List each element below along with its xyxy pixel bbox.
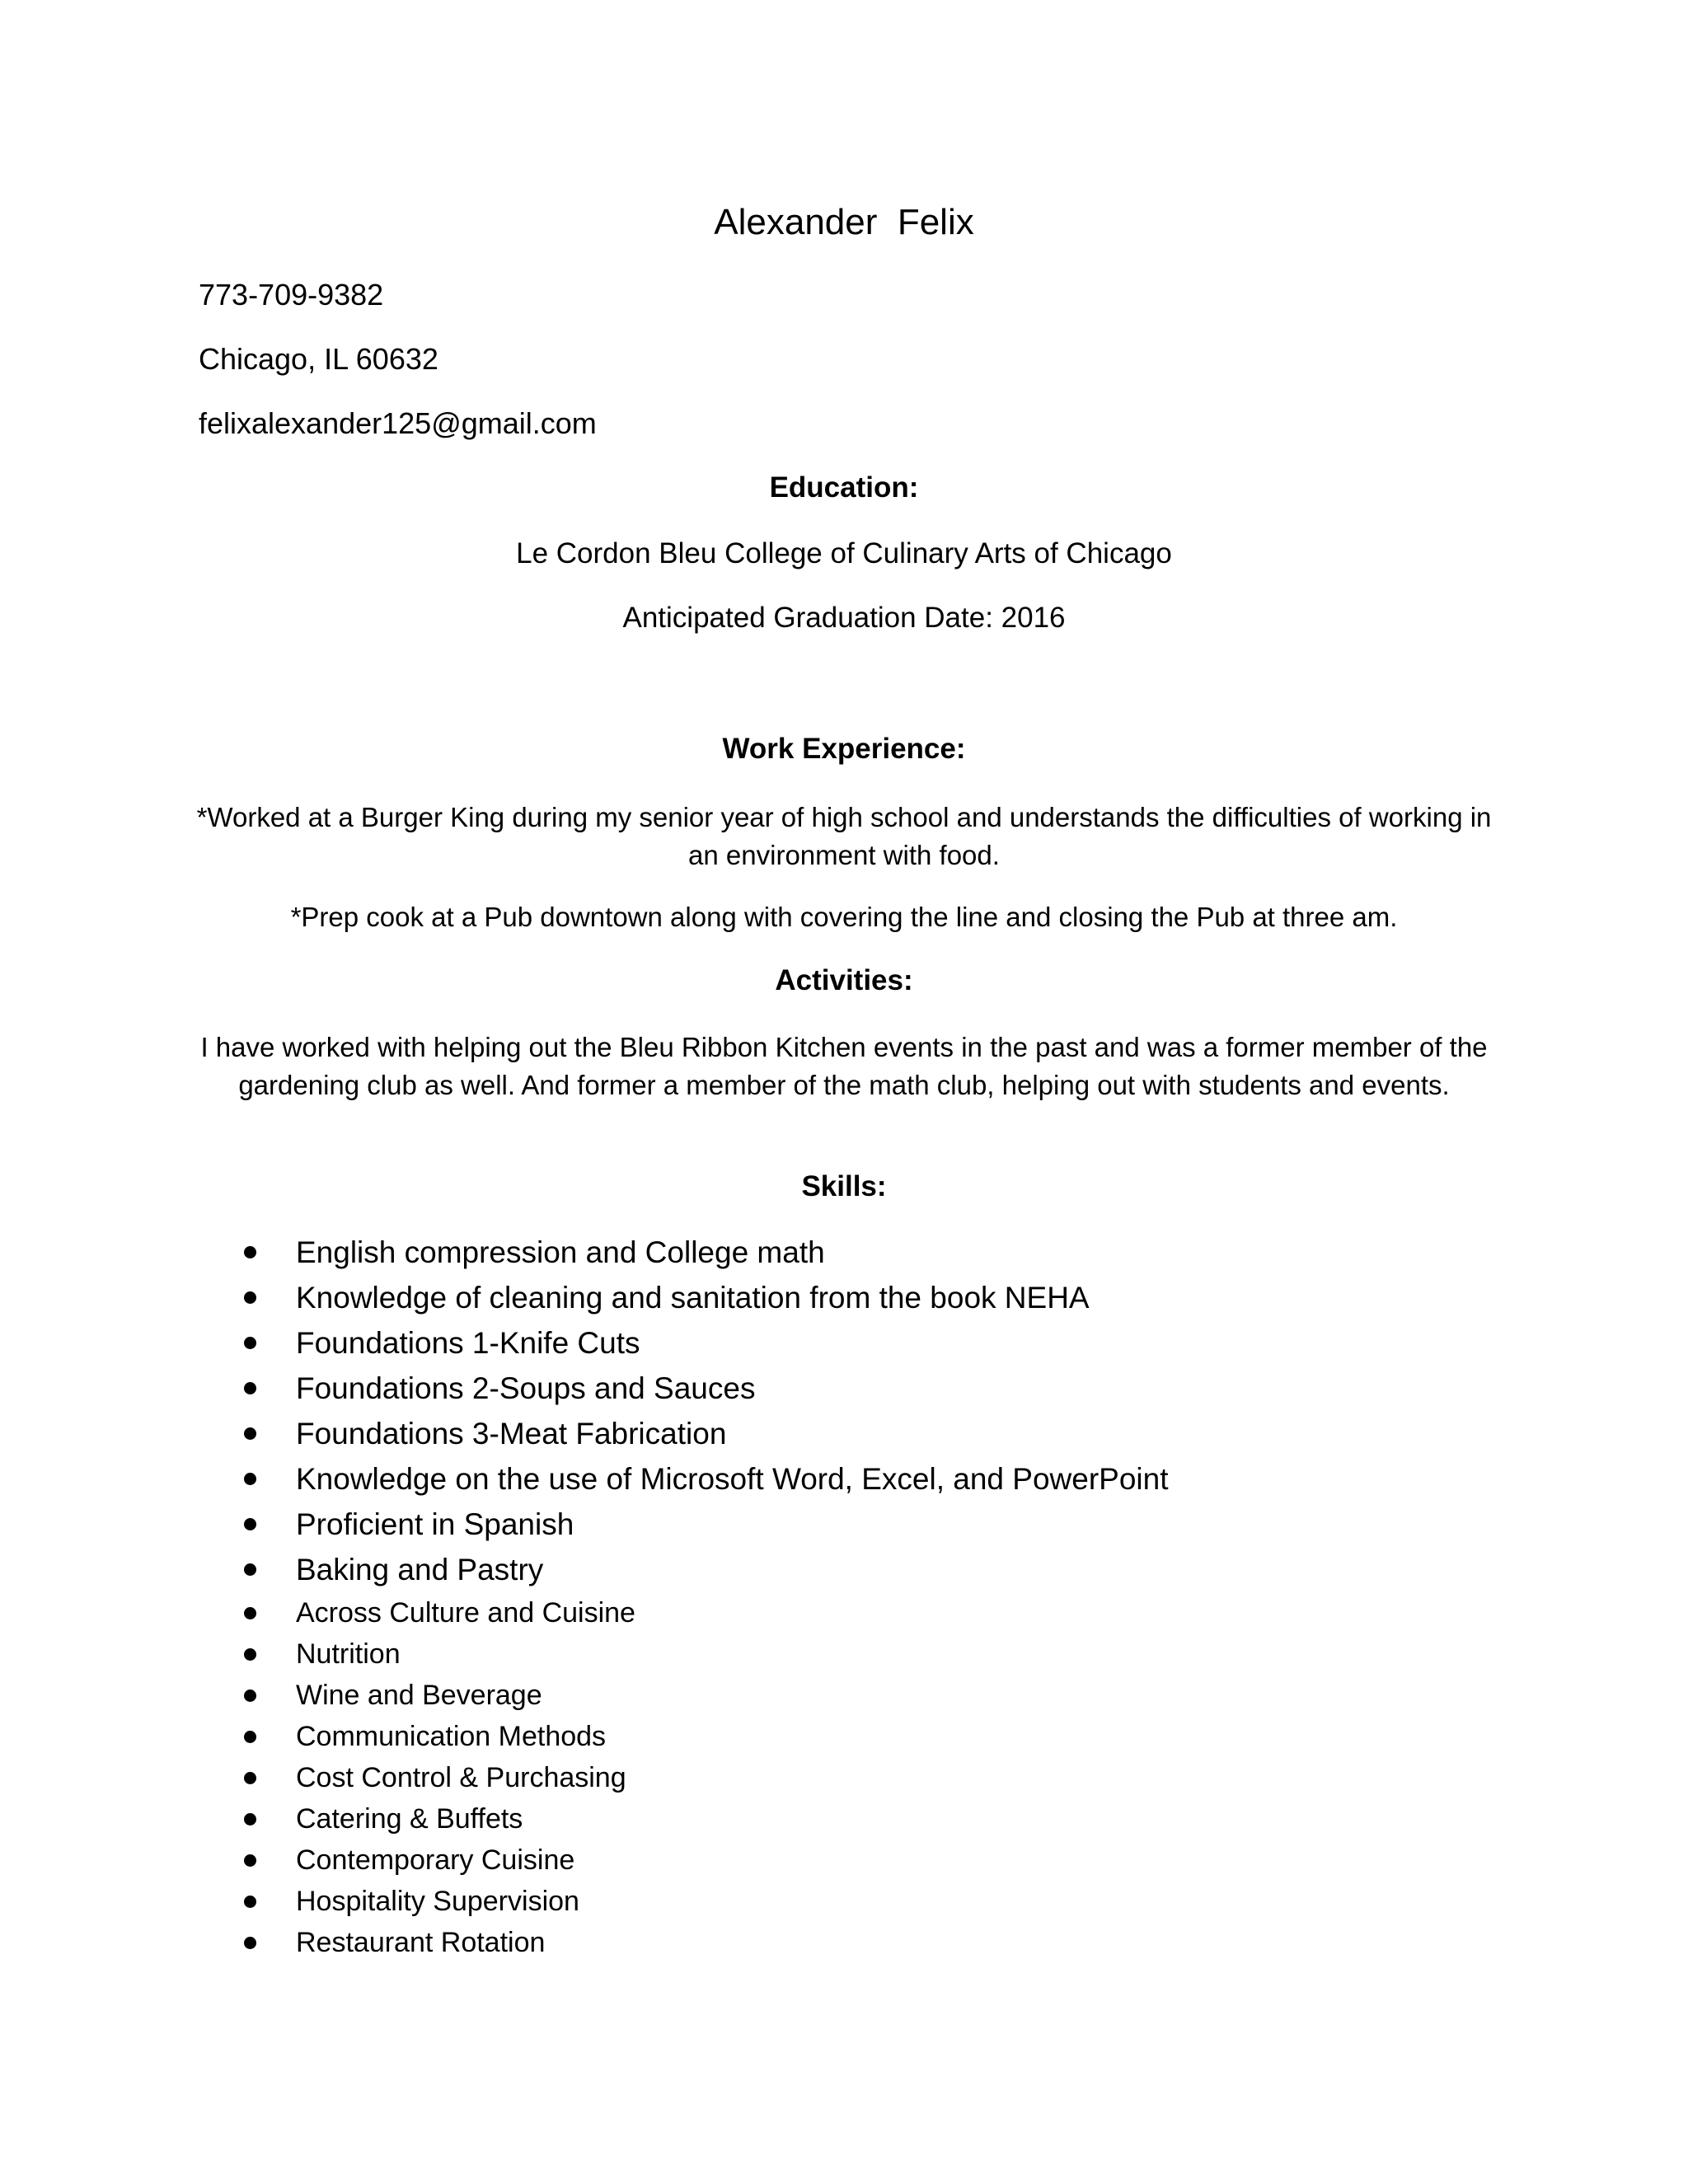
work-item-pub: *Prep cook at a Pub downtown along with covering the line and closing the Pub at three am. [290,902,1398,932]
bullet-icon [244,1731,256,1743]
work-item-burger-king: *Worked at a Burger King during my senior year of high school and understands the difficulties of working in an environment with food. [196,802,1492,870]
list-item [0,1411,1169,1456]
skills-heading: Skills: [801,1170,887,1202]
bullet-icon [244,1563,256,1576]
work-experience-heading: Work Experience: [722,733,966,765]
skill-label: Communication Methods [296,1721,607,1752]
bullet-icon [244,1937,256,1949]
skill-label: Foundations 2-Soups and Sauces [296,1371,756,1405]
list-item [0,1592,1169,1633]
list-item [0,1547,1169,1592]
bullet-icon [244,1648,256,1661]
skill-label: Cost Control & Purchasing [296,1762,626,1793]
resume-name: Alexander Felix [714,202,974,242]
list-item [0,1366,1169,1411]
skill-label: Contemporary Cuisine [296,1844,575,1876]
skill-label: Baking and Pastry [296,1553,544,1586]
skill-label: Knowledge on the use of Microsoft Word, Excel, and PowerPoint [296,1462,1169,1496]
activities-heading: Activities: [775,964,913,996]
skill-label: Foundations 1-Knife Cuts [296,1326,640,1360]
bullet-icon [244,1896,256,1908]
bullet-icon [244,1813,256,1825]
bullet-icon [244,1291,256,1304]
list-item [0,1275,1169,1320]
bullet-icon [244,1473,256,1485]
school-name: Le Cordon Bleu College of Culinary Arts of Chicago [516,537,1172,569]
list-item [0,1320,1169,1366]
bullet-icon [244,1854,256,1867]
bullet-icon [244,1690,256,1702]
skill-label: Knowledge of cleaning and sanitation from the book NEHA [296,1281,1090,1315]
bullet-icon [244,1246,256,1258]
skill-label: Catering & Buffets [296,1803,523,1835]
list-item [0,1922,1169,1963]
list-item [0,1230,1169,1275]
bullet-icon [244,1337,256,1349]
bullet-icon [244,1427,256,1440]
activities-text: I have worked with helping out the Bleu Ribbon Kitchen events in the past and was a former member of the gardening club as well. And former a member of the math club, helping out with students and events. [200,1032,1488,1100]
skill-label: English compression and College math [296,1235,825,1269]
skill-label: Nutrition [296,1638,401,1670]
skill-label: Restaurant Rotation [296,1927,546,1958]
list-item [0,1757,1169,1798]
list-item [0,1798,1169,1840]
skill-label: Across Culture and Cuisine [296,1597,635,1629]
list-item [0,1675,1169,1716]
list-item [0,1502,1169,1547]
graduation-date: Anticipated Graduation Date: 2016 [622,602,1066,634]
bullet-icon [244,1382,256,1394]
skill-label: Foundations 3-Meat Fabrication [296,1417,727,1451]
list-item [0,1456,1169,1502]
bullet-icon [244,1772,256,1784]
education-heading: Education: [769,471,919,504]
list-item [0,1881,1169,1922]
bullet-icon [244,1518,256,1530]
phone-number: 773-709-9382 [199,278,384,312]
list-item [0,1840,1169,1881]
email-address: felixalexander125@gmail.com [199,406,597,440]
location: Chicago, IL 60632 [199,342,438,376]
skills-list [0,1230,1169,1963]
skill-label: Hospitality Supervision [296,1886,579,1917]
list-item [0,1716,1169,1757]
skill-label: Proficient in Spanish [296,1507,574,1541]
list-item [0,1633,1169,1675]
bullet-icon [244,1607,256,1619]
skill-label: Wine and Beverage [296,1680,542,1711]
